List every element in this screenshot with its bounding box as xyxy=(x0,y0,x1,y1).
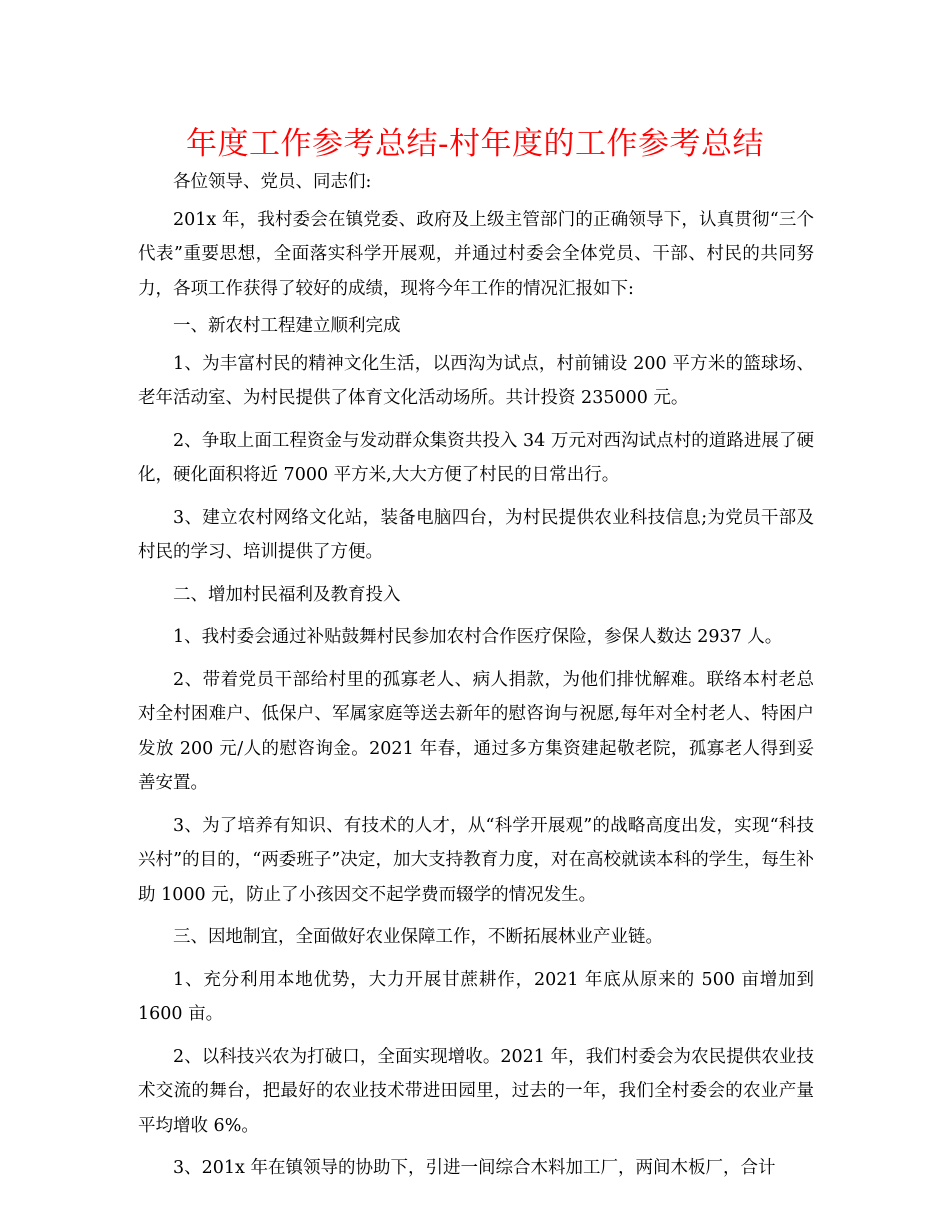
section-2-item-3: 3、为了培养有知识、有技术的人才，从“科学开展观”的战略高度出发，实现“科技兴村”的目的，“两委班子”决定，加大支持教育力度，对在高校就读本科的学生，每生补助 1000 元，防止了小孩因交不起学费而辍学的情况发生。 xyxy=(138,815,814,905)
document-body xyxy=(138,165,814,1186)
section-1-item-3: 3、建立农村网络文化站，装备电脑四台，为村民提供农业科技信息;为党员干部及村民的学习、培训提供了方便。 xyxy=(138,507,814,562)
section-heading-3: 三、因地制宜，全面做好农业保障工作，不断拓展林业产业链。 xyxy=(173,927,663,947)
document-title: 年度工作参考总结-村年度的工作参考总结 xyxy=(186,126,764,162)
salutation-paragraph: 各位领导、党员、同志们: xyxy=(173,172,372,192)
section-1-item-2: 2、争取上面工程资金与发动群众集资共投入 34 万元对西沟试点村的道路进展了硬化，硬化面积将近 7000 平方米,大大方便了村民的日常出行。 xyxy=(138,430,814,485)
section-1-item-1: 1、为丰富村民的精神文化生活，以西沟为试点，村前铺设 200 平方米的篮球场、老年活动室、为村民提供了体育文化活动场所。共计投资 235000 元。 xyxy=(138,353,814,408)
section-2-item-2: 2、带着党员干部给村里的孤寡老人、病人捐款，为他们排忧解难。联络本村老总对全村困难户、低保户、军属家庭等送去新年的慰咨询与祝愿,每年对全村老人、特困户发放 200 元/人的慰咨询金。2021 年春，通过多方集资建起敬老院，孤寡老人得到妥善安置。 xyxy=(138,669,814,793)
intro-paragraph: 201x 年，我村委会在镇党委、政府及上级主管部门的正确领导下，认真贯彻“三个代表”重要思想，全面落实科学开展观，并通过村委会全体党员、干部、村民的共同努力，各项工作获得了较好的成绩，现将今年工作的情况汇报如下: xyxy=(138,209,814,299)
section-heading-2: 二、增加村民福利及教育投入 xyxy=(173,584,401,605)
section-3-item-3: 3、201x 年在镇领导的协助下，引进一间综合木料加工厂，两间木板厂，合计 xyxy=(173,1158,776,1178)
section-2-item-1: 1、我村委会通过补贴鼓舞村民参加农村合作医疗保险，参保人数达 2937 人。 xyxy=(173,627,783,647)
section-3-item-2: 2、以科技兴农为打破口，全面实现增收。2021 年，我们村委会为农民提供农业技术交流的舞台，把最好的农业技术带进田园里，过去的一年，我们全村委会的农业产量平均增收 6%。 xyxy=(138,1046,814,1136)
section-heading-1: 一、新农村工程建立顺利完成 xyxy=(173,316,401,336)
section-3-item-1: 1、充分利用本地优势，大力开展甘蔗耕作，2021 年底从原来的 500 亩增加到 1600 亩。 xyxy=(138,969,814,1024)
